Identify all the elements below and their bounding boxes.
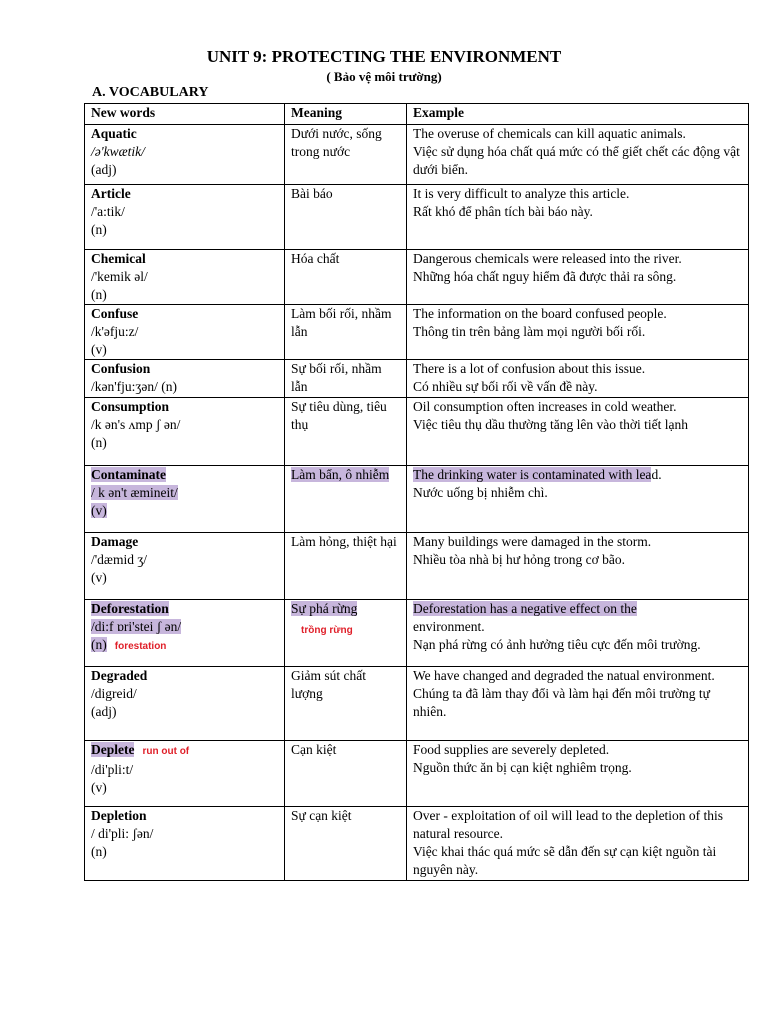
example-vietnamese: Việc tiêu thụ dầu thường tăng lên vào thời tiết lạnh — [413, 417, 688, 432]
example-cell — [407, 185, 749, 250]
example-vietnamese: Nhiều tòa nhà bị hư hỏng trong cơ bão. — [413, 552, 626, 567]
table-row — [85, 667, 749, 741]
word-cell — [85, 360, 285, 398]
example-cell — [407, 741, 749, 807]
example-vietnamese: Việc sử dụng hóa chất quá mức có thể giết chết các động vật dưới biển. — [413, 144, 740, 177]
word: Contaminate — [91, 467, 166, 482]
pronunciation: / k ən't æmineit/ — [91, 485, 178, 500]
meaning-cell: Cạn kiệt — [285, 741, 407, 807]
column-header-new-words: New words — [85, 104, 285, 125]
example-cell — [407, 398, 749, 466]
table-row — [85, 360, 749, 398]
example-cell — [407, 466, 749, 533]
word-cell — [85, 600, 285, 667]
table-row — [85, 600, 749, 667]
table-row — [85, 807, 749, 881]
part-of-speech: (adj) — [91, 162, 117, 177]
word-cell — [85, 185, 285, 250]
column-header-example: Example — [407, 104, 749, 125]
meaning-text: Sự phá rừng — [291, 601, 358, 616]
example-vietnamese: Có nhiều sự bối rối về vấn đề này. — [413, 379, 598, 394]
meaning-text: Làm bẩn, ô nhiễm — [291, 467, 390, 482]
example-english: It is very difficult to analyze this article. — [413, 186, 630, 201]
handwritten-note: run out of — [142, 746, 190, 757]
example-vietnamese: Việc khai thác quá mức sẽ dẫn đến sự cạn kiệt nguồn tài nguyên này. — [413, 844, 717, 877]
example-vietnamese: Thông tin trên bảng làm mọi người bối rối. — [413, 324, 646, 339]
example-cell — [407, 600, 749, 667]
part-of-speech: (v) — [91, 342, 107, 357]
table-row — [85, 125, 749, 185]
meaning-cell: Dưới nước, sống trong nước — [285, 125, 407, 185]
meaning-cell: Bài báo — [285, 185, 407, 250]
part-of-speech: (adj) — [91, 704, 117, 719]
part-of-speech: (n) — [91, 637, 107, 652]
word: Chemical — [91, 251, 146, 266]
word-cell — [85, 398, 285, 466]
pronunciation: /digreid/ — [91, 686, 137, 701]
part-of-speech: (n) — [91, 844, 107, 859]
example-cell — [407, 250, 749, 305]
word-cell — [85, 533, 285, 600]
word: Consumption — [91, 399, 170, 414]
table-row — [85, 741, 749, 807]
part-of-speech: (n) — [91, 435, 107, 450]
example-vietnamese: Chúng ta đã làm thay đổi và làm hại đến môi trường tự nhiên. — [413, 686, 710, 719]
handwritten-note: trồng rừng — [301, 625, 353, 636]
example-english: The overuse of chemicals can kill aquatic animals. — [413, 126, 686, 141]
word: Damage — [91, 534, 139, 549]
example-cell — [407, 360, 749, 398]
example-english: Oil consumption often increases in cold weather. — [413, 399, 677, 414]
part-of-speech: (v) — [91, 780, 107, 795]
example-vietnamese: Những hóa chất nguy hiểm đã được thải ra sông. — [413, 269, 677, 284]
pronunciation: /'a:tik/ — [91, 204, 125, 219]
meaning-cell: Làm hỏng, thiệt hại — [285, 533, 407, 600]
example-english: We have changed and degraded the natual environment. — [413, 668, 715, 683]
meaning-cell: Giảm sút chất lượng — [285, 667, 407, 741]
part-of-speech: (v) — [91, 503, 107, 518]
pronunciation: /ə'kwætik/ — [91, 144, 145, 159]
pronunciation: /'dæmid ʒ/ — [91, 552, 148, 567]
example-cell — [407, 305, 749, 360]
column-header-meaning: Meaning — [285, 104, 407, 125]
meaning-cell — [285, 600, 407, 667]
example-english-highlighted: Deforestation has a negative effect on the — [413, 601, 637, 616]
example-english: There is a lot of confusion about this issue. — [413, 361, 646, 376]
example-english-rest: environment. — [413, 619, 485, 634]
word-cell — [85, 741, 285, 807]
meaning-cell: Hóa chất — [285, 250, 407, 305]
example-english: Dangerous chemicals were released into the river. — [413, 251, 682, 266]
word-cell — [85, 125, 285, 185]
word-cell — [85, 807, 285, 881]
meaning-cell — [285, 466, 407, 533]
example-cell — [407, 807, 749, 881]
example-english: The information on the board confused people. — [413, 306, 667, 321]
word: Confusion — [91, 361, 151, 376]
example-cell — [407, 667, 749, 741]
page-subtitle: ( Bảo vệ môi trường) — [326, 69, 442, 84]
word: Confuse — [91, 306, 139, 321]
pronunciation: /'kemik əl/ — [91, 269, 148, 284]
part-of-speech: (n) — [91, 287, 107, 302]
example-english-rest: d. — [651, 467, 662, 482]
meaning-cell: Làm bối rối, nhầm lẫn — [285, 305, 407, 360]
section-heading: A. VOCABULARY — [92, 85, 209, 100]
handwritten-note: forestation — [114, 641, 167, 652]
pronunciation: /k'əfju:z/ — [91, 324, 139, 339]
word: Article — [91, 186, 131, 201]
meaning-cell: Sự cạn kiệt — [285, 807, 407, 881]
example-english: Many buildings were damaged in the storm. — [413, 534, 652, 549]
table-row — [85, 250, 749, 305]
word-cell — [85, 305, 285, 360]
word: Deplete — [91, 742, 135, 757]
table-row — [85, 466, 749, 533]
meaning-cell: Sự bối rối, nhầm lẫn — [285, 360, 407, 398]
example-cell — [407, 533, 749, 600]
word-cell — [85, 667, 285, 741]
word: Aquatic — [91, 126, 137, 141]
pronunciation: / di'pli: ʃən/ — [91, 826, 154, 841]
word-cell — [85, 466, 285, 533]
part-of-speech: (v) — [91, 570, 107, 585]
pronunciation: /k ən's ʌmp ʃ ən/ — [91, 417, 181, 432]
pronunciation: /di:f ɒri'stei ʃ ən/ — [91, 619, 182, 634]
table-row — [85, 305, 749, 360]
word-cell — [85, 250, 285, 305]
pronunciation: /di'pli:t/ — [91, 762, 134, 777]
table-header-row — [85, 104, 749, 125]
vocabulary-table — [84, 103, 749, 881]
part-of-speech: (n) — [91, 222, 107, 237]
example-english: Food supplies are severely depleted. — [413, 742, 610, 757]
page-title: UNIT 9: PROTECTING THE ENVIRONMENT — [206, 47, 562, 66]
example-cell — [407, 125, 749, 185]
table-row — [85, 398, 749, 466]
word: Degraded — [91, 668, 148, 683]
example-vietnamese: Nạn phá rừng có ảnh hưởng tiêu cực đến môi trường. — [413, 637, 701, 652]
example-english: Over - exploitation of oil will lead to the depletion of this natural resource. — [413, 808, 724, 841]
table-row — [85, 533, 749, 600]
pronunciation: /kən'fju:ʒən/ (n) — [91, 379, 178, 394]
word: Deforestation — [91, 601, 169, 616]
example-vietnamese: Nguồn thức ăn bị cạn kiệt nghiêm trọng. — [413, 760, 632, 775]
table-row — [85, 185, 749, 250]
example-english-highlighted: The drinking water is contaminated with lea — [413, 467, 652, 482]
word: Depletion — [91, 808, 147, 823]
example-vietnamese: Nước uống bị nhiễm chì. — [413, 485, 548, 500]
meaning-cell: Sự tiêu dùng, tiêu thụ — [285, 398, 407, 466]
example-vietnamese: Rất khó để phân tích bài báo này. — [413, 204, 593, 219]
